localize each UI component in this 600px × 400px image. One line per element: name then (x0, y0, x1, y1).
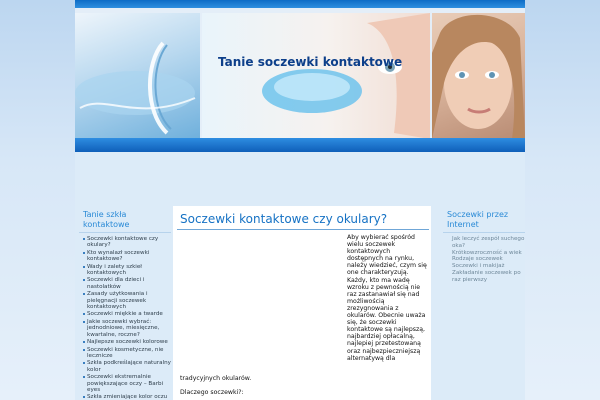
sidebar-link[interactable]: Soczewki kontaktowe czy okulary? (79, 236, 171, 249)
sidebar-link[interactable]: Soczewki ekstremalnie powiększające oczy – Barbi eyes (79, 374, 171, 393)
banner-lens-application-image (202, 13, 430, 138)
lens-illustration (75, 13, 200, 138)
sidebar-link[interactable]: Szkła zmieniające kolor oczu (79, 394, 171, 400)
right-sidebar-list (443, 236, 525, 284)
sidebar-link[interactable]: Krótkowzroczność a wiek (452, 249, 522, 256)
left-sidebar-title: Tanie szkła kontaktowe (79, 206, 171, 233)
article-intro-text: Aby wybierać spośród wielu soczewek kontaktowych dostępnych na rynku, należy wiedzieć, czym się one charakteryzują. Każdy, kto ma wadę wzroku z pewnością nie raz zastanawiał się nad możliwością zrezygnowania z okularów. Obecnie uważa się, że soczewki kontaktowe są najlepszą, najbardziej opłacalną, najlepiej przetestowaną oraz najbezpieczniejszą alternatywą dla (347, 234, 427, 362)
sidebar-link[interactable]: Szkła podkreślające naturalny kolor (79, 360, 171, 373)
main-content (173, 206, 431, 400)
left-sidebar-list (79, 236, 171, 400)
sidebar-link[interactable]: Zasady użytkowania i pielęgnacji soczewek kontaktowych (79, 291, 171, 310)
article-title: Soczewki kontaktowe czy okulary? (180, 212, 388, 226)
sidebar-link[interactable]: Jak leczyć zespół suchego oka? (452, 236, 525, 249)
banner-woman-face-image (432, 13, 525, 138)
sidebar-link[interactable]: Jakie soczewki wybrać: jednodniowe, miesięczne, kwartalne, roczne? (79, 319, 171, 338)
sidebar-link[interactable]: Wady i zalety szkieł kontaktowych (79, 264, 171, 277)
sidebar-link[interactable]: Zakładanie soczewek po raz pierwszy (452, 269, 521, 283)
top-bar (75, 0, 525, 8)
sidebar-link[interactable]: Soczewki i makijaż (452, 263, 505, 270)
sidebar-link[interactable]: Kto wynalazł soczewki kontaktowe? (79, 250, 171, 263)
lens-finger-illustration (202, 13, 430, 138)
banner-bottom-bar (75, 138, 525, 152)
article-subheading: Dlaczego soczewki?: (180, 389, 244, 396)
sidebar-link[interactable]: Soczewki miękkie a twarde (79, 311, 171, 317)
sidebar-link[interactable]: Soczewki dla dzieci i nastolatków (79, 277, 171, 290)
sidebar-link[interactable]: Soczewki kosmetyczne, nie lecznicze (79, 347, 171, 360)
header-banner (75, 8, 525, 138)
article-text: tradycyjnych okularów. (180, 375, 252, 382)
right-sidebar (443, 206, 525, 400)
left-sidebar (79, 206, 171, 400)
title-divider (177, 229, 429, 230)
woman-face-illustration (432, 13, 525, 138)
banner-lens-water-image (75, 13, 200, 138)
sidebar-link[interactable]: Rodzaje soczewek (452, 256, 503, 263)
right-sidebar-title: Soczewki przez Internet (443, 206, 525, 233)
site-title[interactable]: Tanie soczewki kontaktowe (218, 55, 403, 69)
sidebar-link[interactable]: Najlepsze soczewki kolorowe (79, 339, 171, 345)
